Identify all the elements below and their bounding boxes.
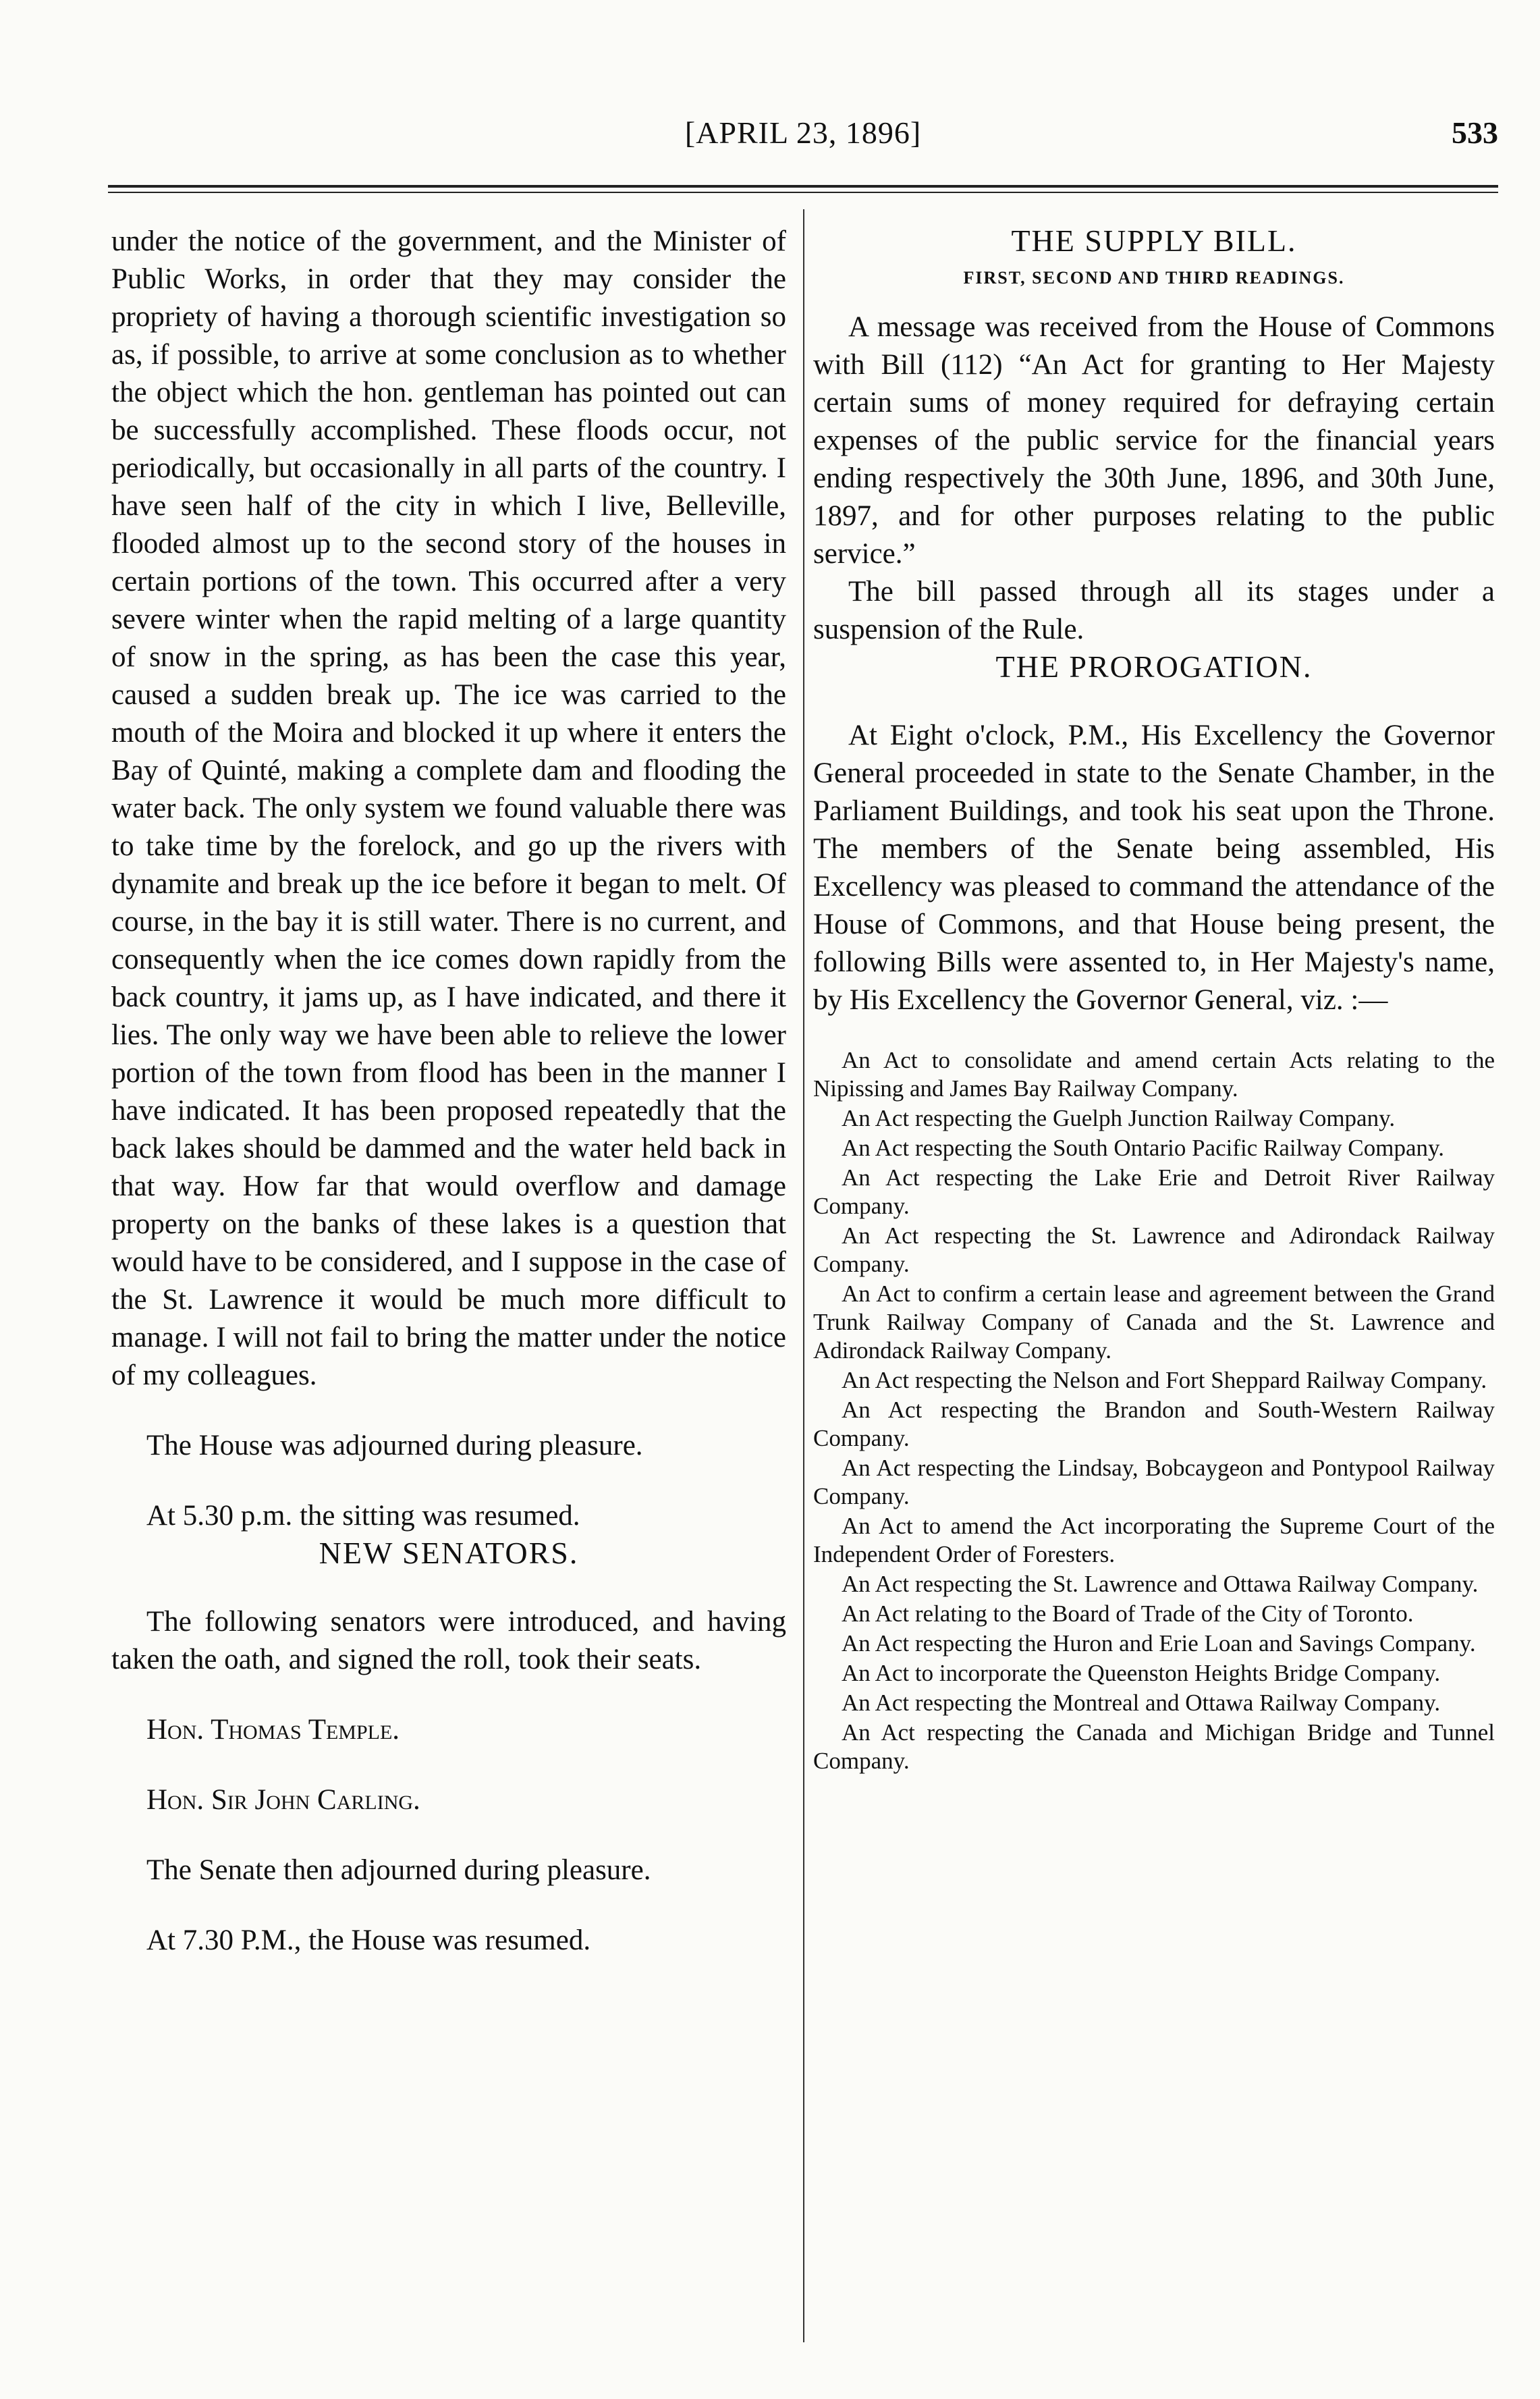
supply-message-paragraph: A message was received from the House of Commons with Bill (112) “An Act for granting to Her Majesty certain sums of money required for defraying certain expenses of the public service for the financial years ending respectively the 30th June, 1896, and 30th June, 1897, and for other purposes relating to the public service.” xyxy=(813,311,1495,570)
prorogation-heading: THE PROROGATION. xyxy=(995,649,1313,684)
continuation-paragraph: under the notice of the government, and the Minister of Public Works, in order that they may consider the propriety of having a thorough scientific investigation so as, if possible, to arrive at some conclusion as to whether the object which the hon. gentleman has pointed out can be successfully accomplished. These floods occur, not periodically, but occasionally in all parts of the country. I have seen half of the city in which I live, Belleville, flooded almost up to the second story of the houses in certain portions of the town. This occurred after a very severe winter when the rapid melting of a large quantity of snow in the spring, as has been the case this year, caused a sudden break up. The ice was carried to the mouth of the Moira and blocked it up where it enters the Bay of Quinté, making a complete dam and flooding the water back. The only system we found valuable there was to take time by the forelock, and go up the rivers with dynamite and break up the ice before it began to melt. Of course, in the bay it is still water. There is no current, and consequently when the ice comes down rapidly from the back country, it jams up, as I have indicated, and there it lies. The only way we have been able to relieve the lower portion of the town from flood has been in the manner I have indicated. It has been proposed repeatedly that the back lakes should be dammed and the water held back in that way. How far that would overflow and damage property on the banks of these lakes is a question that would have to be considered, and I suppose in the case of the St. Lawrence it would be much more difficult to manage. I will not fail to bring the matter under the notice of my colleagues. xyxy=(111,225,786,1391)
new-senators-heading: NEW SENATORS. xyxy=(319,1536,579,1570)
prorogation-paragraph: At Eight o'clock, P.M., His Excellency the Governor General proceeded in state to the Senate Chamber, in the Parliament Buildings, and took his seat upon the Throne. The members of the Senate being assembled, His Excellency was pleased to command the attendance of the House of Commons, and that House being present, the following Bills were assented to, in Her Majesty's name, by His Excellency the Governor General, viz. :— xyxy=(813,720,1495,1016)
act-item: An Act respecting the Brandon and South-Western Railway Company. xyxy=(813,1397,1495,1451)
supply-bill-subheading: FIRST, SECOND AND THIRD READINGS. xyxy=(963,268,1345,288)
act-item: An Act to incorporate the Queenston Heights Bridge Company. xyxy=(842,1660,1441,1686)
act-item: An Act respecting the Lake Erie and Detroit River Railway Company. xyxy=(813,1164,1495,1219)
act-item: An Act respecting the St. Lawrence and Adirondack Railway Company. xyxy=(813,1222,1495,1277)
senator-temple: Hon. Thomas Temple. xyxy=(146,1714,400,1746)
senate-adjourned-line: The Senate then adjourned during pleasure. xyxy=(146,1854,651,1886)
right-column xyxy=(813,223,1495,1777)
senator-carling: Hon. Sir John Carling. xyxy=(146,1784,420,1816)
supply-passed-paragraph: The bill passed through all its stages under a suspension of the Rule. xyxy=(813,576,1495,645)
page-number: 533 xyxy=(1452,115,1498,150)
acts-list xyxy=(813,1046,1495,1775)
adjourned-line: The House was adjourned during pleasure. xyxy=(146,1430,643,1461)
supply-bill-heading: THE SUPPLY BILL. xyxy=(1011,223,1297,258)
left-column xyxy=(111,223,786,1960)
act-item: An Act respecting the Nelson and Fort Sheppard Railway Company. xyxy=(842,1367,1487,1393)
act-item: An Act respecting the Lindsay, Bobcaygeon and Pontypool Railway Company. xyxy=(813,1455,1495,1509)
header-rule-thick xyxy=(108,185,1498,188)
act-item: An Act respecting the Huron and Erie Loan and Savings Company. xyxy=(842,1630,1476,1656)
act-item: An Act respecting the St. Lawrence and Ottawa Railway Company. xyxy=(842,1571,1479,1597)
new-senators-paragraph: The following senators were introduced, and having taken the oath, and signed the roll, took their seats. xyxy=(111,1606,786,1675)
act-item: An Act to confirm a certain lease and agreement between the Grand Trunk Railway Company of Canada and the St. Lawrence and Adirondack Railway Company. xyxy=(813,1281,1495,1364)
house-resumed-line: At 7.30 P.M., the House was resumed. xyxy=(146,1924,591,1956)
act-item: An Act respecting the Canada and Michigan Bridge and Tunnel Company. xyxy=(813,1719,1495,1774)
column-divider xyxy=(803,209,804,2342)
act-item: An Act to consolidate and amend certain Acts relating to the Nipissing and James Bay Railway Company. xyxy=(813,1047,1495,1102)
act-item: An Act relating to the Board of Trade of the City of Toronto. xyxy=(842,1600,1414,1627)
act-item: An Act respecting the Guelph Junction Railway Company. xyxy=(842,1105,1396,1131)
act-item: An Act respecting the South Ontario Pacific Railway Company. xyxy=(842,1135,1444,1161)
header-rule-thin xyxy=(108,192,1498,193)
page-header xyxy=(108,115,1498,169)
resumed-line: At 5.30 p.m. the sitting was resumed. xyxy=(146,1500,580,1532)
header-date: [APRIL 23, 1896] xyxy=(684,115,922,150)
act-item: An Act to amend the Act incorporating the Supreme Court of the Independent Order of Foresters. xyxy=(813,1513,1495,1567)
act-item: An Act respecting the Montreal and Ottawa Railway Company. xyxy=(842,1690,1441,1716)
